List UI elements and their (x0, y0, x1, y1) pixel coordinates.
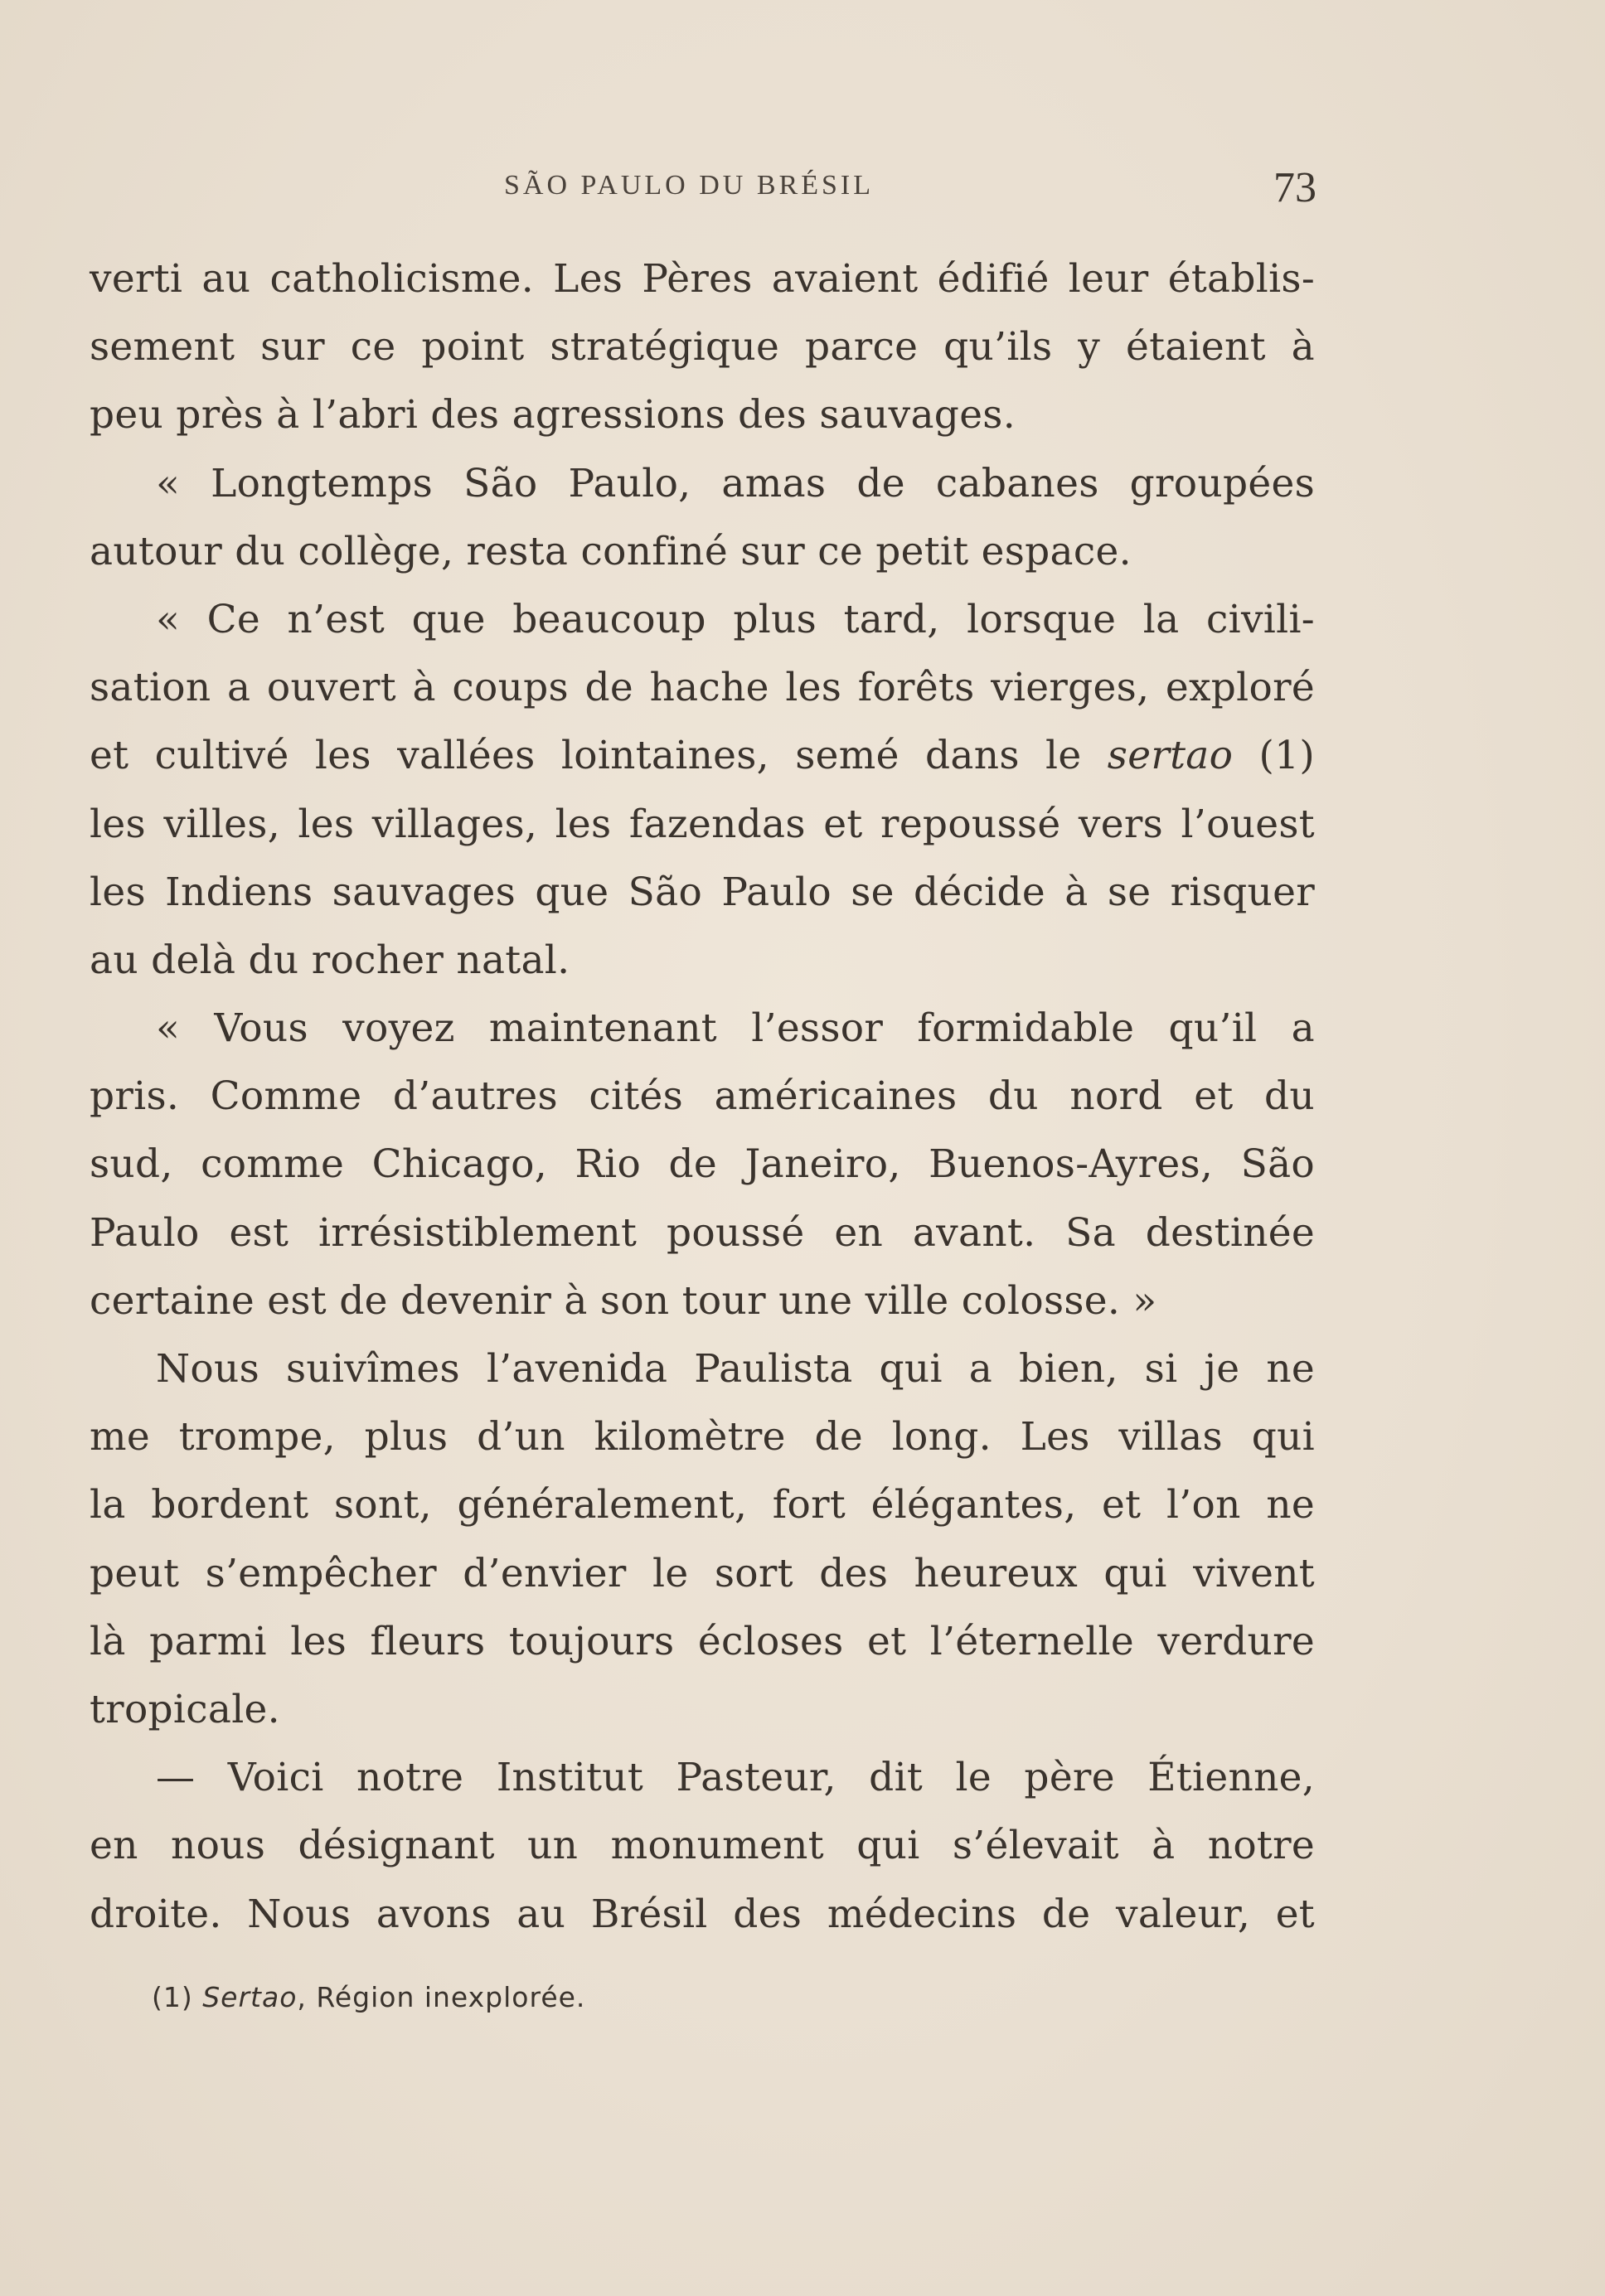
text-line: — Voici notre Institut Pasteur, dit le père Étienne, (156, 1755, 1315, 1801)
text-line: en nous désignant un monument qui s’élevait à notre (90, 1823, 1315, 1869)
italic-term: sertao (1107, 733, 1234, 779)
text-line: peut s’empêcher d’envier le sort des heureux qui vivent (90, 1550, 1315, 1596)
text-line: au delà du rocher natal. (90, 937, 570, 983)
text-line: sement sur ce point stratégique parce qu’ils y étaient à (90, 324, 1315, 371)
text-line: « Vous voyez maintenant l’essor formidable qu’il a (156, 1005, 1315, 1052)
footnote (152, 1981, 585, 2013)
text-line: sation a ouvert à coups de hache les forêts vierges, exploré (90, 665, 1315, 711)
text-line: me trompe, plus d’un kilomètre de long. Les villas qui (90, 1414, 1315, 1460)
text-line: la bordent sont, généralement, fort élégantes, et l’on ne (90, 1482, 1315, 1528)
footnote-definition: , Région inexplorée. (297, 1981, 586, 2013)
running-title: SÃO PAULO DU BRÉSIL (504, 170, 874, 201)
text-line: « Ce n’est que beaucoup plus tard, lorsque la civili- (156, 596, 1315, 642)
text-line: peu près à l’abri des agressions des sauvages. (90, 392, 1016, 438)
text-line: sud, comme Chicago, Rio de Janeiro, Buenos-Ayres, São (90, 1141, 1315, 1188)
text-line: verti au catholicisme. Les Pères avaient édifié leur établis- (90, 256, 1315, 302)
page-header (90, 164, 1316, 220)
text-fragment: et cultivé les vallées lointaines, semé dans le (90, 733, 1108, 779)
text-line: certaine est de devenir à son tour une ville colosse. » (90, 1277, 1157, 1324)
text-line: les Indiens sauvages que São Paulo se décide à se risquer (90, 869, 1315, 915)
footnote-marker: (1) (152, 1981, 203, 2013)
body-text (90, 245, 1315, 1949)
page-number: 73 (1273, 164, 1316, 211)
footnote-term: Sertao (202, 1981, 298, 2013)
text-line: les villes, les villages, les fazendas et repoussé vers l’ouest (90, 801, 1315, 847)
text-line: Paulo est irrésistiblement poussé en avant. Sa destinée (90, 1209, 1315, 1256)
text-line (90, 722, 1315, 790)
text-line: là parmi les fleurs toujours écloses et l’éternelle verdure (90, 1618, 1315, 1664)
text-line: tropicale. (90, 1686, 280, 1732)
text-line: droite. Nous avons au Brésil des médecins de valeur, et (90, 1891, 1315, 1937)
footnote-reference: (1) (1233, 733, 1315, 779)
text-line: pris. Comme d’autres cités américaines du nord et du (90, 1073, 1315, 1120)
text-line: autour du collège, resta confiné sur ce petit espace. (90, 528, 1132, 574)
text-line: Nous suivîmes l’avenida Paulista qui a bien, si je ne (156, 1346, 1315, 1392)
text-line: « Longtemps São Paulo, amas de cabanes groupées (156, 460, 1315, 506)
